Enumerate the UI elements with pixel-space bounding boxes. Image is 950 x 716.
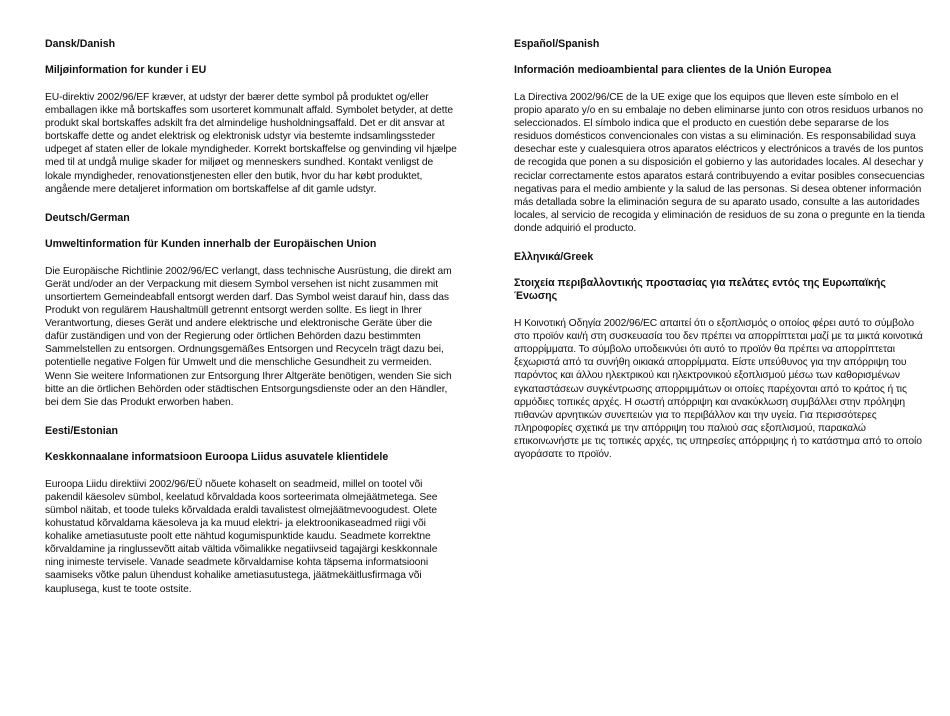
section-danish <box>45 38 457 196</box>
section-body: Die Europäische Richtlinie 2002/96/EC verlangt, dass technische Ausrüstung, die direkt am Gerät und/oder an der Verpackung mit diesem Symbol versehen ist nicht zusammen mit unsortiertem Gemeindeabfall entsorgt werden darf. Das Symbol weist darauf hin, dass das Produkt von regulärem Haushaltmüll getrennt entsorgt werden sollte. Es liegt in Ihrer Verantwortung, dieses Gerät und andere elektrische und elektronische Geräte über die dafür zuständigen und von der Regierung oder örtlichen Behörden dazu bestimmten Sammelstellen zu entsorgen. Ordnungsgemäßes Entsorgen und Recyceln trägt dazu bei, potentielle negative Folgen für Umwelt und die menschliche Gesundheit zu vermeiden. Wenn Sie weitere Informationen zur Entsorgung Ihrer Altgeräte benötigen, wenden Sie sich bitte an die örtlichen Behörden oder städtischen Entsorgungsdienste oder an den Händler, bei dem Sie das Produkt erworben haben. <box>45 265 452 408</box>
section-language-label: Ελληνικά/Greek <box>514 251 594 264</box>
right-column <box>514 38 926 461</box>
section-body: EU-direktiv 2002/96/EF kræver, at udstyr der bærer dette symbol på produktet og/eller emballagen ikke må bortskaffes som usorteret kommunalt affald. Symbolet betyder, at dette produkt skal bortskaffes adskilt fra det almindelige husholdningsaffald. Det er dit ansvar at bortskaffe dette og andet elektrisk og elektronisk udstyr via bestemte indsamlingssteder udpeget af staten eller de lokale myndigheder. Korrekt bortskaffelse og genvinding vil hjælpe med til at undgå mulige skader for miljøet og menneskers sundhed. Kontakt venligst de lokale myndigheder, renovationstjenesten eller den butik, hvor du har købt produktet, angående mere detaljeret information om bortskaffelse af dit gamle udstyr. <box>45 92 457 195</box>
section-body: La Directiva 2002/96/CE de la UE exige que los equipos que lleven este símbolo en el propio aparato y/o en su embalaje no deben eliminarse junto con otros residuos urbanos no seleccionados. El símbolo indica que el producto en cuestión debe separarse de los residuos domésticos convencionales con vistas a su eliminación. Es responsabilidad suya desechar este y cualesquiera otros aparatos eléctricos y electrónicos a través de los puntos de recogida que ponen a su disposición el gobierno y las autoridades locales. Al desechar y reciclar correctamente estos aparatos estará contribuyendo a evitar posibles consecuencias negativas para el medio ambiente y la salud de las personas. Si desea obtener información más detallada sobre la eliminación segura de su aparato usado, consulte a las autoridades locales, al servicio de recogida y eliminación de residuos de su zona o pregunte en la tienda donde adquirió el producto. <box>514 92 925 234</box>
section-heading: Miljøinformation for kunder i EU <box>45 64 207 76</box>
left-column <box>45 38 457 596</box>
section-language-label: Dansk/Danish <box>45 38 116 50</box>
section-estonian <box>45 425 457 596</box>
section-body: Euroopa Liidu direktiivi 2002/96/EÜ nõuete kohaselt on seadmeid, millel on tootel või pakendil käesolev sümbol, keelatud kõrvaldada koos sorteerimata olmejäätmetega. See sümbol näitab, et toode tuleks kõrvaldada eraldi tavalistest olmejäätmevoogudest. Olete kohustatud kõrvaldama käesoleva ja ka muud elektri- ja elektroonikaseadmed riigi või kohalike ametiasutuste poolt ette nähtud kogumispunktide kaudu. Seadmete korrektne kõrvaldamine ja ringlussevõtt aitab vältida võimalikke negatiivseid tagajärgi keskkonnale ning inimeste tervisele. Vanade seadmete kõrvaldamise kohta täpsema informatsiooni saamiseks võtke palun ühendust kohalike ametiasutustega, jäätmekäitlusfirmaga või kauplusega, kust te toote ostsite. <box>45 478 438 595</box>
section-language-label: Deutsch/German <box>45 211 130 224</box>
section-german <box>45 212 457 409</box>
section-language-label: Eesti/Estonian <box>45 424 118 437</box>
section-heading: Información medioambiental para clientes de la Unión Europea <box>514 64 832 76</box>
section-heading: Στοιχεία περιβαλλοντικής προστασίας για πελάτες εντός της Ευρωπαϊκής Ένωσης <box>514 277 886 303</box>
section-spanish <box>514 38 926 235</box>
section-body: Η Κοινοτική Οδηγία 2002/96/ΕC απαιτεί ότι ο εξοπλισμός ο οποίος φέρει αυτό το σύμβολο στο προϊόν και/ή στη συσκευασία του δεν πρέπει να απορρίπτεται μαζί με τα μικτά κοινοτικά απορρίμματα. Το σύμβολο υποδεικνύει ότι αυτό το προϊόν θα πρέπει να απορρίπτεται ξεχωριστά από τα συνήθη οικιακά απορρίμματα. Είστε υπεύθυνος για την απόρριψη του παρόντος και άλλου ηλεκτρικού και ηλεκτρονικού εξοπλισμού μέσω των καθορισμένων εγκαταστάσεων συγκέντρωσης απορριμμάτων οι οποίες παρέχονται από το κράτος ή τις αρμόδιες τοπικές αρχές. Η σωστή απόρριψη και ανακύκλωση συμβάλλει στην πρόληψη πιθανών αρνητικών συνεπειών για το περιβάλλον και την υγεία. Για περισσότερες πληροφορίες σχετικά με την απόρριψη του παλιού σας εξοπλισμού, παρακαλώ επικοινωνήστε με τις τοπικές αρχές, τις υπηρεσίες απόρριψης ή το κατάστημα από το οποίο αγοράσατε το προϊόν. <box>514 318 923 460</box>
section-greek <box>514 251 926 461</box>
section-heading: Umweltinformation für Kunden innerhalb der Europäischen Union <box>45 237 377 250</box>
section-heading: Keskkonnaalane informatsioon Euroopa Liidus asuvatele klientidele <box>45 450 389 463</box>
section-language-label: Español/Spanish <box>514 38 600 50</box>
